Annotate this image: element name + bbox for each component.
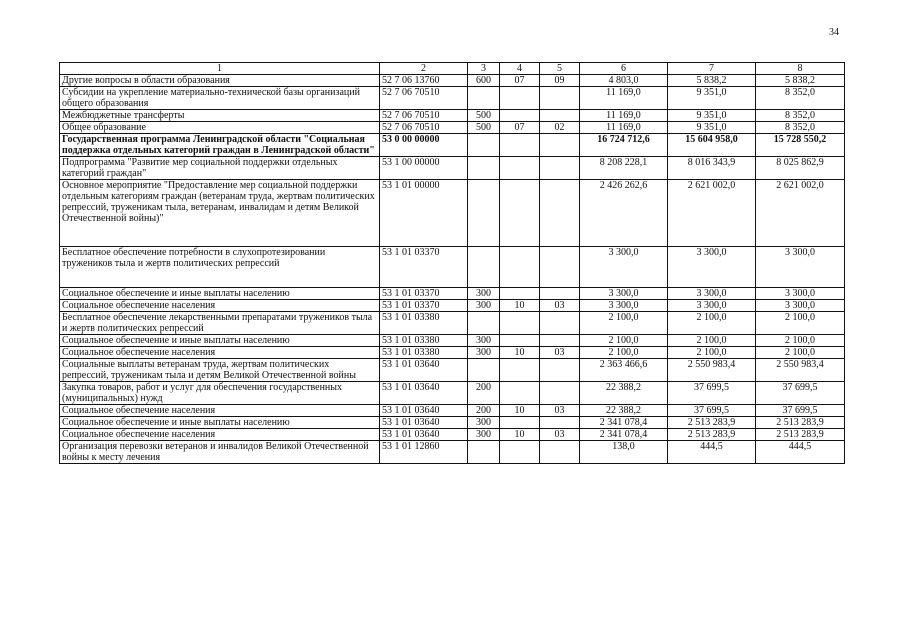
cell-amount-col7: 2 100,0 [668,347,756,359]
cell-code: 53 1 01 12860 [380,441,468,464]
cell-subsection: 03 [540,300,580,312]
cell-section [500,359,540,382]
table-row [60,110,845,122]
cell-amount-col6: 2 341 078,4 [580,429,668,441]
cell-amount-col6: 2 363 466,6 [580,359,668,382]
cell-expense-type: 300 [468,335,500,347]
cell-subsection: 02 [540,122,580,134]
cell-subsection [540,312,580,335]
table-row [60,157,845,180]
table-row [60,405,845,417]
cell-code: 52 7 06 13760 [380,75,468,87]
table-row [60,335,845,347]
cell-expense-type [468,312,500,335]
cell-name: Социальное обеспечение и иные выплаты населению [60,417,380,429]
cell-code: 53 1 01 03370 [380,247,468,288]
table-row [60,180,845,247]
cell-code: 53 1 01 03640 [380,417,468,429]
cell-amount-col6: 11 169,0 [580,122,668,134]
cell-name: Социальное обеспечение населения [60,429,380,441]
table-row [60,312,845,335]
cell-name: Общее образование [60,122,380,134]
cell-name: Основное мероприятие "Предоставление мер социальной поддержки отдельным категориям граждан (ветеранам труда, жертвам политических репрессий, труженикам тыла, ветеранам, инвалидам и детям Великой Отечественной войны)" [60,180,380,247]
cell-name: Социальные выплаты ветеранам труда, жертвам политических репрессий, труженикам тыла и детям Великой Отечественной войны [60,359,380,382]
cell-section [500,157,540,180]
cell-subsection [540,180,580,247]
cell-subsection [540,247,580,288]
cell-code: 53 1 01 00000 [380,180,468,247]
table-row [60,429,845,441]
cell-section: 10 [500,347,540,359]
cell-amount-col8: 3 300,0 [756,300,845,312]
cell-expense-type: 300 [468,429,500,441]
column-header: 5 [540,63,580,75]
cell-name: Межбюджетные трансферты [60,110,380,122]
cell-amount-col7: 2 621 002,0 [668,180,756,247]
cell-amount-col8: 8 025 862,9 [756,157,845,180]
header-row [60,63,845,75]
cell-expense-type: 300 [468,417,500,429]
table-row [60,87,845,110]
cell-amount-col8: 2 100,0 [756,347,845,359]
cell-amount-col8: 3 300,0 [756,288,845,300]
table-row [60,347,845,359]
cell-section: 07 [500,75,540,87]
cell-amount-col8: 8 352,0 [756,110,845,122]
cell-expense-type: 300 [468,300,500,312]
cell-amount-col6: 2 426 262,6 [580,180,668,247]
cell-amount-col8: 37 699,5 [756,405,845,417]
cell-section [500,312,540,335]
cell-subsection [540,335,580,347]
cell-section [500,288,540,300]
cell-section [500,180,540,247]
cell-subsection [540,288,580,300]
cell-code: 53 1 01 03380 [380,335,468,347]
cell-code: 53 0 00 00000 [380,134,468,157]
cell-subsection [540,134,580,157]
column-header: 1 [60,63,380,75]
cell-code: 52 7 06 70510 [380,110,468,122]
cell-amount-col8: 3 300,0 [756,247,845,288]
cell-amount-col8: 2 550 983,4 [756,359,845,382]
cell-amount-col7: 9 351,0 [668,87,756,110]
cell-amount-col8: 2 513 283,9 [756,417,845,429]
cell-code: 53 1 01 03640 [380,382,468,405]
cell-expense-type: 300 [468,288,500,300]
cell-expense-type [468,180,500,247]
cell-section: 10 [500,429,540,441]
cell-code: 53 1 00 00000 [380,157,468,180]
cell-subsection [540,157,580,180]
cell-amount-col6: 22 388,2 [580,405,668,417]
cell-amount-col7: 15 604 958,0 [668,134,756,157]
cell-name: Социальное обеспечение и иные выплаты населению [60,335,380,347]
cell-subsection [540,382,580,405]
cell-code: 53 1 01 03370 [380,288,468,300]
cell-amount-col7: 8 016 343,9 [668,157,756,180]
cell-expense-type [468,87,500,110]
cell-code: 53 1 01 03370 [380,300,468,312]
cell-code: 52 7 06 70510 [380,122,468,134]
cell-expense-type [468,247,500,288]
cell-subsection [540,87,580,110]
cell-amount-col7: 9 351,0 [668,122,756,134]
cell-subsection [540,417,580,429]
cell-section [500,335,540,347]
column-header: 2 [380,63,468,75]
cell-section [500,110,540,122]
cell-amount-col6: 3 300,0 [580,247,668,288]
cell-name: Социальное обеспечение населения [60,300,380,312]
cell-amount-col8: 2 100,0 [756,312,845,335]
cell-code: 53 1 01 03380 [380,312,468,335]
cell-amount-col8: 8 352,0 [756,87,845,110]
cell-amount-col6: 2 100,0 [580,335,668,347]
cell-name: Другие вопросы в области образования [60,75,380,87]
cell-name: Социальное обеспечение населения [60,405,380,417]
cell-amount-col8: 2 513 283,9 [756,429,845,441]
cell-amount-col6: 2 341 078,4 [580,417,668,429]
cell-subsection [540,110,580,122]
cell-amount-col7: 3 300,0 [668,247,756,288]
cell-amount-col6: 4 803,0 [580,75,668,87]
cell-code: 52 7 06 70510 [380,87,468,110]
cell-name: Закупка товаров, работ и услуг для обеспечения государственных (муниципальных) нужд [60,382,380,405]
cell-amount-col7: 444,5 [668,441,756,464]
cell-subsection [540,441,580,464]
cell-amount-col6: 138,0 [580,441,668,464]
cell-amount-col6: 11 169,0 [580,87,668,110]
cell-expense-type: 500 [468,110,500,122]
cell-amount-col8: 2 100,0 [756,335,845,347]
cell-expense-type [468,134,500,157]
table-row [60,417,845,429]
cell-expense-type [468,157,500,180]
table-body [60,75,845,464]
column-header: 3 [468,63,500,75]
cell-name: Социальное обеспечение и иные выплаты населению [60,288,380,300]
table-row [60,75,845,87]
cell-amount-col6: 22 388,2 [580,382,668,405]
cell-code: 53 1 01 03380 [380,347,468,359]
cell-amount-col7: 5 838,2 [668,75,756,87]
table-row [60,300,845,312]
table-row [60,122,845,134]
cell-amount-col8: 2 621 002,0 [756,180,845,247]
cell-code: 53 1 01 03640 [380,429,468,441]
cell-expense-type: 500 [468,122,500,134]
cell-section [500,134,540,157]
page-number: 34 [829,27,839,38]
cell-expense-type: 200 [468,405,500,417]
cell-code: 53 1 01 03640 [380,359,468,382]
cell-subsection: 09 [540,75,580,87]
cell-subsection: 03 [540,405,580,417]
column-header: 7 [668,63,756,75]
cell-section [500,382,540,405]
cell-amount-col8: 15 728 550,2 [756,134,845,157]
cell-expense-type: 600 [468,75,500,87]
table-row [60,382,845,405]
cell-expense-type: 300 [468,347,500,359]
cell-section [500,87,540,110]
cell-section: 07 [500,122,540,134]
cell-name: Подпрограмма "Развитие мер социальной поддержки отдельных категорий граждан" [60,157,380,180]
cell-section [500,417,540,429]
column-header: 8 [756,63,845,75]
column-header: 6 [580,63,668,75]
cell-code: 53 1 01 03640 [380,405,468,417]
cell-section: 10 [500,300,540,312]
cell-amount-col6: 2 100,0 [580,347,668,359]
cell-amount-col8: 37 699,5 [756,382,845,405]
cell-amount-col7: 2 100,0 [668,312,756,335]
cell-amount-col8: 8 352,0 [756,122,845,134]
cell-amount-col7: 3 300,0 [668,288,756,300]
cell-amount-col7: 3 300,0 [668,300,756,312]
cell-amount-col6: 2 100,0 [580,312,668,335]
cell-amount-col6: 3 300,0 [580,288,668,300]
cell-amount-col7: 2 100,0 [668,335,756,347]
cell-amount-col8: 444,5 [756,441,845,464]
cell-subsection: 03 [540,429,580,441]
table-row [60,134,845,157]
cell-amount-col8: 5 838,2 [756,75,845,87]
cell-amount-col6: 3 300,0 [580,300,668,312]
budget-table [59,62,845,464]
table-row [60,247,845,288]
cell-amount-col7: 2 550 983,4 [668,359,756,382]
cell-name: Организация перевозки ветеранов и инвалидов Великой Отечественной войны к месту лечения [60,441,380,464]
cell-name: Социальное обеспечение населения [60,347,380,359]
cell-amount-col7: 37 699,5 [668,405,756,417]
cell-subsection [540,359,580,382]
cell-name: Государственная программа Ленинградской области "Социальная поддержка отдельных категорий граждан в Ленинградской области" [60,134,380,157]
table-row [60,441,845,464]
cell-amount-col7: 2 513 283,9 [668,417,756,429]
cell-section [500,441,540,464]
cell-expense-type: 200 [468,382,500,405]
column-header: 4 [500,63,540,75]
cell-amount-col6: 11 169,0 [580,110,668,122]
table-row [60,359,845,382]
cell-name: Субсидии на укрепление материально-технической базы организаций общего образования [60,87,380,110]
cell-section: 10 [500,405,540,417]
cell-amount-col6: 8 208 228,1 [580,157,668,180]
cell-amount-col7: 37 699,5 [668,382,756,405]
cell-expense-type [468,441,500,464]
cell-subsection: 03 [540,347,580,359]
cell-name: Бесплатное обеспечение лекарственными препаратами тружеников тыла и жертв политических репрессий [60,312,380,335]
cell-amount-col7: 2 513 283,9 [668,429,756,441]
table-row [60,288,845,300]
cell-amount-col7: 9 351,0 [668,110,756,122]
cell-amount-col6: 16 724 712,6 [580,134,668,157]
cell-name: Бесплатное обеспечение потребности в слухопротезировании тружеников тыла и жертв политических репрессий [60,247,380,288]
cell-section [500,247,540,288]
cell-expense-type [468,359,500,382]
